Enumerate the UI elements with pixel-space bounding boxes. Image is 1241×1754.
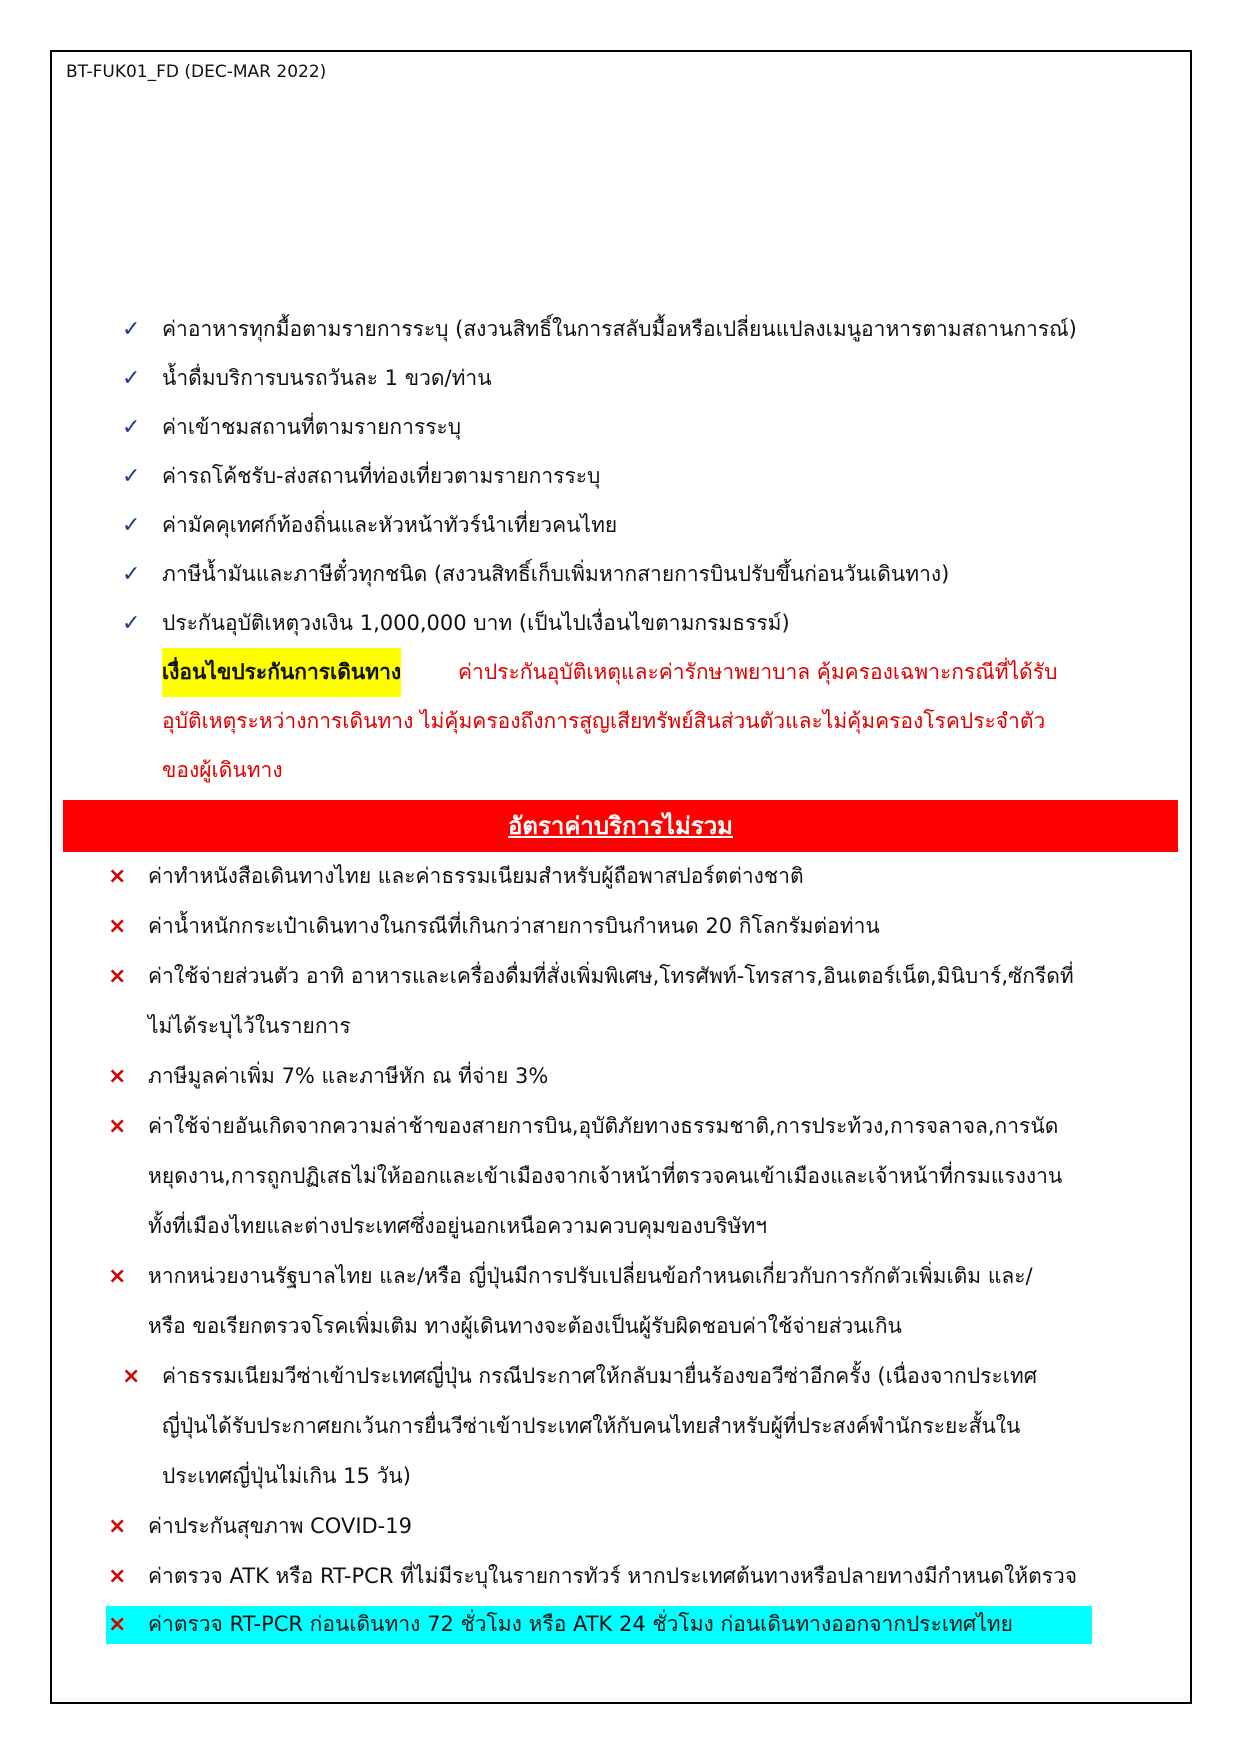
cross-icon: × xyxy=(108,914,127,939)
insurance-label: เงื่อนไขประกันการเดินทาง xyxy=(162,648,401,697)
cross-icon: × xyxy=(108,864,127,889)
check-icon: ✓ xyxy=(122,562,141,587)
cross-icon: × xyxy=(108,1564,127,1589)
check-icon: ✓ xyxy=(122,611,141,636)
cross-icon: × xyxy=(108,1514,127,1539)
document-code: BT-FUK01_FD (DEC-MAR 2022) xyxy=(66,62,327,82)
check-icon: ✓ xyxy=(122,415,141,440)
excluded-title: อัตราค่าบริการไม่รวม xyxy=(508,812,733,840)
check-icon: ✓ xyxy=(122,366,141,391)
cross-icon: × xyxy=(108,1264,127,1289)
check-icon: ✓ xyxy=(122,513,141,538)
check-icon: ✓ xyxy=(122,464,141,489)
check-icon: ✓ xyxy=(122,317,141,342)
cross-icon: × xyxy=(122,1364,141,1389)
excluded-section-banner xyxy=(63,800,1178,852)
cross-icon: × xyxy=(108,1114,127,1139)
cross-icon: × xyxy=(108,964,127,989)
cross-icon: × xyxy=(108,1064,127,1089)
cross-icon: × xyxy=(108,1612,127,1637)
